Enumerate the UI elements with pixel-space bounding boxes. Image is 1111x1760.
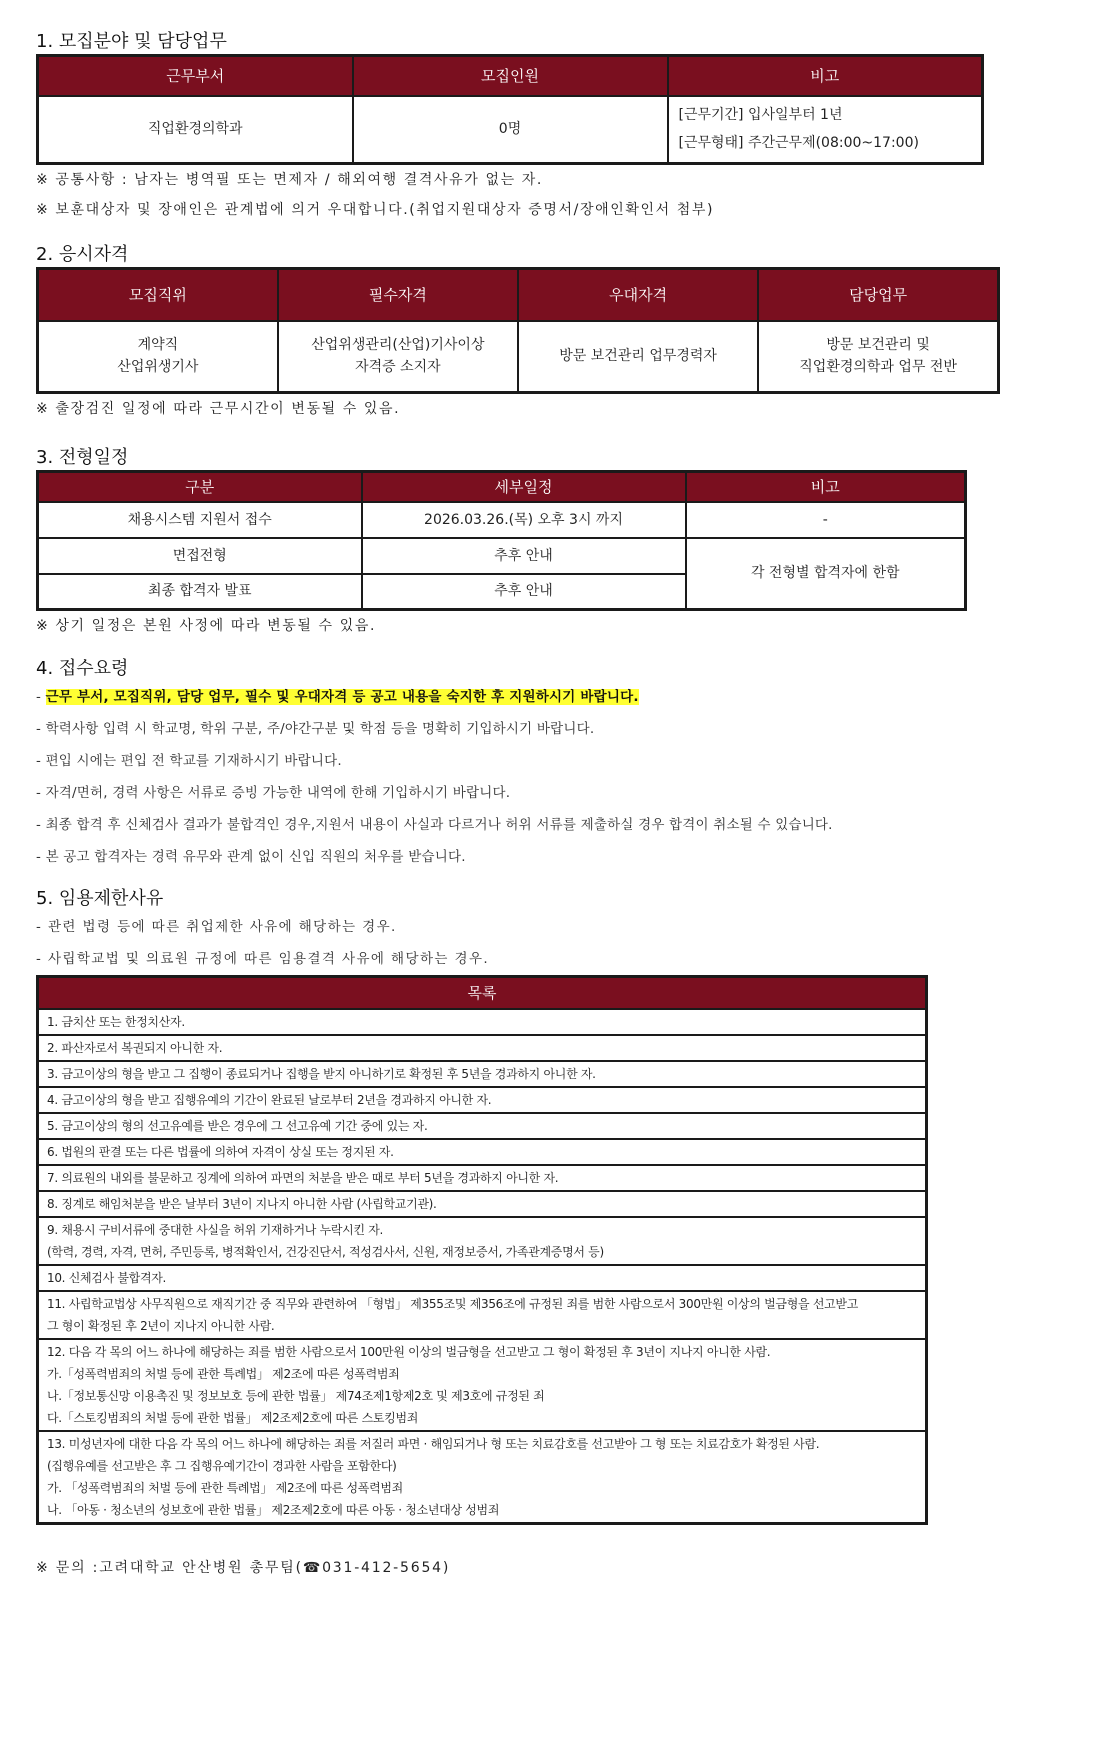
required-cell — [278, 321, 518, 393]
recruitment-field-table — [36, 54, 984, 165]
list-item: - 본 공고 합격자는 경력 유무와 관계 없이 신입 직원의 처우를 받습니다. — [36, 849, 466, 865]
disqualification-item — [38, 1035, 927, 1061]
table-row — [38, 538, 966, 574]
table-row — [38, 1113, 927, 1139]
disqualification-item — [38, 1087, 927, 1113]
table-row — [38, 1265, 927, 1291]
recruitment-notice — [36, 30, 1076, 1583]
table-row — [38, 1009, 927, 1035]
table-row — [38, 1339, 927, 1431]
disqualification-item — [38, 1009, 927, 1035]
note-common: ※ 공통사항 : 남자는 병역필 또는 면제자 / 해외여행 결격사유가 없는 자. — [36, 172, 543, 188]
disqualification-line: 7. 의료원의 내외를 불문하고 징계에 의하여 파면의 처분을 받은 때로 부터 5년을 경과하지 아니한 자. — [47, 1170, 559, 1185]
header-schedule-remark: 비고 — [686, 472, 966, 502]
table-row — [38, 1431, 927, 1524]
disqualification-line: 3. 금고이상의 형을 받고 그 집행이 종료되거나 집행을 받지 아니하기로 확정된 후 5년을 경과하지 아니한 자. — [47, 1066, 596, 1081]
schedule-label: 면접전형 — [38, 538, 362, 574]
disqualification-line: 8. 징계로 해임처분을 받은 날부터 3년이 지나지 아니한 사람 (사립학교기관). — [47, 1196, 437, 1211]
disqualification-item — [38, 1165, 927, 1191]
schedule-label: 최종 합격자 발표 — [38, 574, 362, 610]
disqualification-item — [38, 1191, 927, 1217]
list-item: - 자격/면허, 경력 사항은 서류로 증빙 가능한 내역에 한해 기입하시기 바랍니다. — [36, 785, 511, 801]
disqualification-line: (집행유예를 선고받은 후 그 집행유예기간이 경과한 사람을 포함한다) — [47, 1458, 397, 1473]
list-item: - 학력사항 입력 시 학교명, 학위 구분, 주/야간구분 및 학점 등을 명확히 기입하시기 바랍니다. — [36, 721, 595, 737]
schedule-date: 추후 안내 — [362, 574, 686, 610]
list-item: - 사립학교법 및 의료원 규정에 따른 임용결격 사유에 해당하는 경우. — [36, 951, 490, 967]
disqualification-line: 그 형이 확정된 후 2년이 지나지 아니한 사람. — [47, 1318, 275, 1333]
schedule-table — [36, 470, 967, 611]
position-line-1: 계약직 — [137, 337, 179, 354]
remark-type: [근무형태] 주간근무제(08:00~17:00) — [678, 135, 919, 152]
table-row — [38, 1191, 927, 1217]
disqualification-line: 6. 법원의 판결 또는 다른 법률에 의하여 자격이 상실 또는 정지된 자. — [47, 1144, 394, 1159]
header-dept: 근무부서 — [38, 56, 353, 96]
position-line-2: 산업위생기사 — [117, 359, 199, 376]
position-cell — [38, 321, 278, 393]
disqualification-line: 가.「성폭력범죄의 처벌 등에 관한 특례법」 제2조에 따른 성폭력범죄 — [47, 1366, 400, 1381]
list-item: - 최종 합격 후 신체검사 결과가 불합격인 경우,지원서 내용이 사실과 다르거나 허위 서류를 제출하실 경우 합격이 취소될 수 있습니다. — [36, 817, 833, 833]
disqualification-line: 4. 금고이상의 형을 받고 집행유예의 기간이 완료된 날로부터 2년을 경과하지 아니한 자. — [47, 1092, 492, 1107]
note-schedule-change: ※ 출장검진 일정에 따라 근무시간이 변동될 수 있음. — [36, 401, 401, 417]
section-5-title: 5. 임용제한사유 — [36, 888, 164, 909]
disqualification-item — [38, 1265, 927, 1291]
table-row — [38, 1165, 927, 1191]
count-cell: 0명 — [353, 96, 668, 164]
disqualification-line: 10. 신체검사 불합격자. — [47, 1270, 167, 1285]
disqualification-item — [38, 1339, 927, 1431]
header-position: 모집직위 — [38, 269, 278, 321]
disqualification-line: 13. 미성년자에 대한 다음 각 목의 어느 하나에 해당하는 죄를 저질러 파면 · 해임되거나 형 또는 치료감호를 선고받아 그 형 또는 치료감호가 확정된 사람. — [47, 1436, 820, 1451]
disqualification-line: 11. 사립학교법상 사무직원으로 재직기간 중 직무와 관련하여 「형법」 제355조및 제356조에 규정된 죄를 범한 사람으로서 300만원 이상의 벌금형을 선고받고 — [47, 1296, 858, 1311]
header-preferred: 우대자격 — [518, 269, 758, 321]
table-row — [38, 502, 966, 538]
header-category: 구분 — [38, 472, 362, 502]
table-row — [38, 1139, 927, 1165]
schedule-date: 추후 안내 — [362, 538, 686, 574]
contact-info: ※ 문의 :고려대학교 안산병원 총무팀(☎031-412-5654) — [36, 1559, 451, 1576]
disqualification-line: (학력, 경력, 자격, 면허, 주민등록, 병적확인서, 건강진단서, 적성검사서, 신원, 재정보증서, 가족관계증명서 등) — [47, 1244, 604, 1259]
disqualification-line: 12. 다음 각 목의 어느 하나에 해당하는 죄를 범한 사람으로서 100만원 이상의 벌금형을 선고받고 그 형이 확정된 후 3년이 지나지 아니한 사람. — [47, 1344, 771, 1359]
list-item: - 관련 법령 등에 따른 취업제한 사유에 해당하는 경우. — [36, 919, 397, 935]
qualification-table — [36, 267, 1000, 394]
disqualification-line: 1. 금치산 또는 한정치산자. — [47, 1014, 185, 1029]
required-line-2: 자격증 소지자 — [355, 359, 441, 376]
schedule-label: 채용시스템 지원서 접수 — [38, 502, 362, 538]
preferred-cell: 방문 보건관리 업무경력자 — [518, 321, 758, 393]
disqualification-item — [38, 1291, 927, 1339]
highlight-line — [36, 681, 1076, 713]
disqualification-item — [38, 1431, 927, 1524]
disqualification-item — [38, 1113, 927, 1139]
note-schedule: ※ 상기 일정은 본원 사정에 따라 변동될 수 있음. — [36, 618, 377, 634]
list-item: - 편입 시에는 편입 전 학교를 기재하시기 바랍니다. — [36, 753, 342, 769]
disqualification-line: 5. 금고이상의 형의 선고유예를 받은 경우에 그 선고유예 기간 중에 있는 자. — [47, 1118, 428, 1133]
header-detail: 세부일정 — [362, 472, 686, 502]
table-row — [38, 1087, 927, 1113]
schedule-merged-remark: 각 전형별 합격자에 한함 — [686, 538, 966, 610]
duty-line-2: 직업환경의학과 업무 전반 — [799, 359, 957, 376]
disqualification-item — [38, 1217, 927, 1265]
disqualification-line: 2. 파산자로서 복권되지 아니한 자. — [47, 1040, 223, 1055]
duty-cell — [758, 321, 998, 393]
table-row — [38, 1061, 927, 1087]
highlight-dash: - — [36, 689, 42, 705]
disqualification-line: 나.「정보통신망 이용촉진 및 정보보호 등에 관한 법률」 제74조제1항제2호 및 제3호에 규정된 죄 — [47, 1388, 545, 1403]
remark-period: [근무기간] 입사일부터 1년 — [678, 107, 843, 124]
note-veterans: ※ 보훈대상자 및 장애인은 관계법에 의거 우대합니다.(취업지원대상자 증명서/장애인확인서 첨부) — [36, 202, 715, 218]
disqualification-line: 나. 「아동 · 청소년의 성보호에 관한 법률」 제2조제2호에 따른 아동 · 청소년대상 성범죄 — [47, 1502, 500, 1517]
header-required: 필수자격 — [278, 269, 518, 321]
section-2-title: 2. 응시자격 — [36, 244, 129, 265]
table-row — [38, 1035, 927, 1061]
disqualification-line: 다.「스토킹범죄의 처벌 등에 관한 법률」 제2조제2호에 따른 스토킹범죄 — [47, 1410, 419, 1425]
duty-line-1: 방문 보건관리 및 — [826, 337, 930, 354]
disqualification-line: 9. 채용시 구비서류에 중대한 사실을 허위 기재하거나 누락시킨 자. — [47, 1222, 384, 1237]
schedule-remark: - — [686, 502, 966, 538]
required-line-1: 산업위생관리(산업)기사이상 — [311, 337, 485, 354]
disqualification-list — [38, 1009, 927, 1524]
section-1-title: 1. 모집분야 및 담당업무 — [36, 31, 227, 52]
section-4-title: 4. 접수요령 — [36, 658, 129, 679]
header-remark: 비고 — [668, 56, 983, 96]
header-count: 모집인원 — [353, 56, 668, 96]
schedule-date: 2026.03.26.(목) 오후 3시 까지 — [362, 502, 686, 538]
remark-cell — [668, 96, 983, 164]
table-row — [38, 1217, 927, 1265]
disqualification-item — [38, 1139, 927, 1165]
disqualification-table — [36, 975, 928, 1525]
disqualification-line: 가. 「성폭력범죄의 처벌 등에 관한 특례법」 제2조에 따른 성폭력범죄 — [47, 1480, 403, 1495]
section-3-title: 3. 전형일정 — [36, 447, 129, 468]
header-list: 목록 — [38, 977, 927, 1009]
table-row — [38, 1291, 927, 1339]
highlight-text: 근무 부서, 모집직위, 담당 업무, 필수 및 우대자격 등 공고 내용을 숙지한 후 지원하시기 바랍니다. — [45, 689, 639, 705]
dept-cell: 직업환경의학과 — [38, 96, 353, 164]
header-duty: 담당업무 — [758, 269, 998, 321]
disqualification-item — [38, 1061, 927, 1087]
